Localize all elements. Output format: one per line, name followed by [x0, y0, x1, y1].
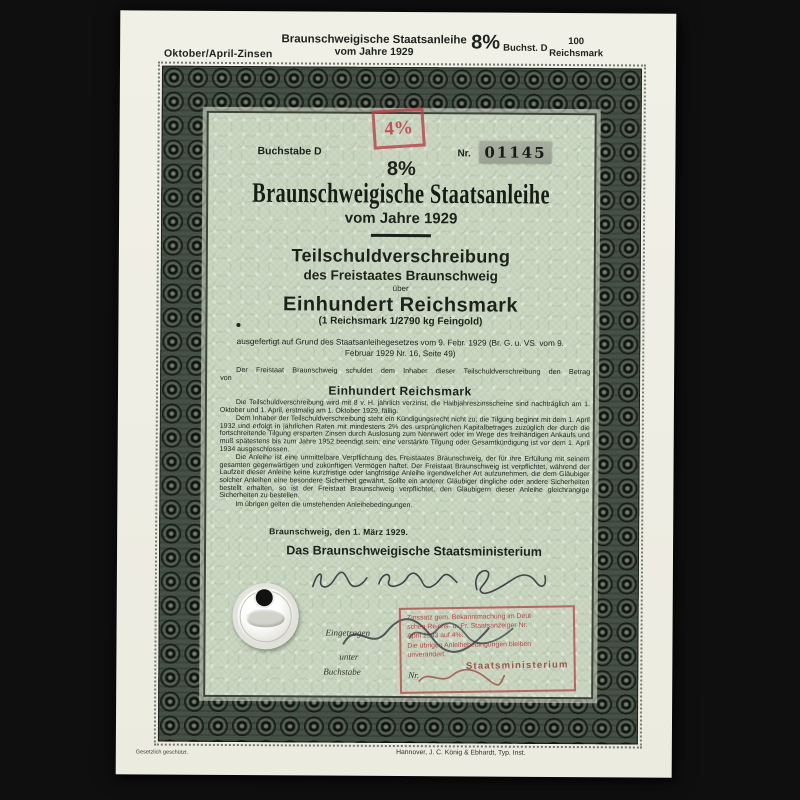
series-label: Buchstabe D — [257, 145, 322, 158]
condition-paragraph: Die Teilschuldverschreibung wird mit 8 v. H. jährlich verzinst, die Halbjahreszinsscheine sind nachträglich am 1. Oktober und 1. April, erstmalig am 1. Oktober 1929, fällig. — [219, 399, 590, 415]
handwritten-stamp-entry — [406, 620, 516, 647]
bond-conditions — [219, 399, 590, 512]
seal-horse-emblem — [247, 609, 285, 627]
gold-clause-note: (1 Reichsmark 1/2790 kg Feingold) — [318, 315, 483, 328]
handwritten-signatures — [309, 564, 549, 599]
serial-number: 01145 — [479, 142, 551, 164]
ueber-label: über — [392, 283, 409, 294]
stamp-line: schen Reichs- u. Pr. Staatsanzeiger Nr. — [407, 622, 528, 631]
ink-speck — [236, 323, 240, 327]
stamp-line: Die übrigen Anleihebedingungen bleiben — [407, 640, 532, 650]
header-title-line2: vom Jahre 1929 — [334, 45, 414, 59]
place-and-date: Braunschweig, den 1. März 1929. — [269, 526, 409, 538]
bond-certificate — [116, 10, 677, 777]
issuer-name: Das Braunschweigische Staatsministerium — [286, 543, 542, 559]
interest-rate: 8% — [386, 157, 416, 181]
condition-paragraph: Die Anleihe ist eine unmittelbare Verpflichtung des Freistaates Braunschweig, der für ihre Erfüllung mit seinem gesamten gegenwärtigen und zukünftigen Vermögen haftet. Der Freistaat Braunschweig ist verpflichtet, während der Laufzeit dieser Anleihe keine kurzfristige oder langfristige Anleihe irgendwelcher Art aufzunehmen, die dem Gläubiger solcher Anleihen eine besondere Sicherheit gewährt. Sollte ein anderer Gläubiger dingliche oder andere Sicherheiten bestellt erhalten, so ist der Freistaat Braunschweig verpflichtet, den Gläubigern dieser Anleihe gleichrangige Sicherheiten zu bestellen. — [219, 454, 590, 500]
registration-line2: unter — [339, 651, 359, 662]
registration-line1: Eingetragen — [325, 627, 371, 638]
header-rate: 8% — [471, 31, 501, 54]
debt-amount: Einhundert Reichsmark — [328, 383, 472, 399]
header-denomination — [536, 36, 616, 59]
stamp-line: Zinssatz gem. Bekanntmachung im Deut- — [406, 612, 534, 622]
header-series: Buchst. D — [503, 42, 548, 54]
stamp-line: unverändert. — [407, 650, 447, 659]
document-type-line1: Teilschuldverschreibung — [291, 245, 511, 267]
condition-paragraph: Im übrigen gelten die umstehenden Anleihebedingungen. — [235, 500, 413, 509]
serial-number-label: Nr. — [457, 148, 471, 160]
header-title-line1: Braunschweigische Staatsanleihe — [281, 33, 467, 47]
copyright-note: Gesetzlich geschützt. — [135, 749, 189, 756]
denomination-value: 100 — [568, 36, 585, 48]
certificate-title — [206, 178, 596, 210]
title-divider — [371, 234, 431, 237]
rate-conversion-overstamp: 4% — [371, 107, 425, 149]
denomination-unit: Reichsmark — [549, 47, 604, 59]
legal-basis: ausgefertigt auf Grund des Staatsanleihegesetzes vom 9. Febr. 1929 (Br. G. u. VS. vom 9. Februar 1929 Nr. 16, Seite 49) — [236, 337, 564, 358]
certificate-subtitle: vom Jahre 1929 — [344, 209, 458, 228]
printer-imprint: Hannover, J. C. König & Ebhardt, Typ. Inst. — [396, 749, 526, 757]
certificate-title-text: Braunschweigische Staatsanleihe — [252, 176, 551, 211]
document-type-line2: des Freistaates Braunschweig — [303, 267, 498, 284]
punch-hole — [256, 589, 273, 606]
debt-intro: Der Freistaat Braunschweig schuldet dem Inhaber dieser Teilschuldverschreibung den Betrag von — [220, 365, 591, 383]
handwritten-countersignature — [416, 667, 506, 690]
stamp-line: April 1943 auf 4%. — [407, 632, 464, 641]
coupon-dates-label: Oktober/April-Zinsen — [164, 47, 273, 61]
condition-paragraph: Dem Inhaber der Teilschuldverschreibung steht ein Kündigungsrecht nicht zu; die Tilgung beginnt mit dem 1. April 1932 und erfolgt in jährlichen Raten mit mindestens 2% des ursprünglichen Kapitalbetrages zuzüglich der durch die fortschreitende Tilgung ersparten Zinsen durch Auslosung zum Nennwert oder im Wege des freihändigen Ankaufs und muß spätestens bis zum Jahre 1952 beendigt sein; eine verstärkte Tilgung oder Gesamtkündigung ist vor dem 1. April 1934 ausgeschlossen. — [219, 415, 590, 453]
face-amount: Einhundert Reichsmark — [282, 293, 519, 317]
stamp-ministry: Staatsministerium — [465, 659, 569, 672]
registration-line3: Buchstabe — [323, 666, 361, 677]
header-title — [264, 33, 484, 58]
registration-nr-label: Nr. — [408, 670, 420, 681]
